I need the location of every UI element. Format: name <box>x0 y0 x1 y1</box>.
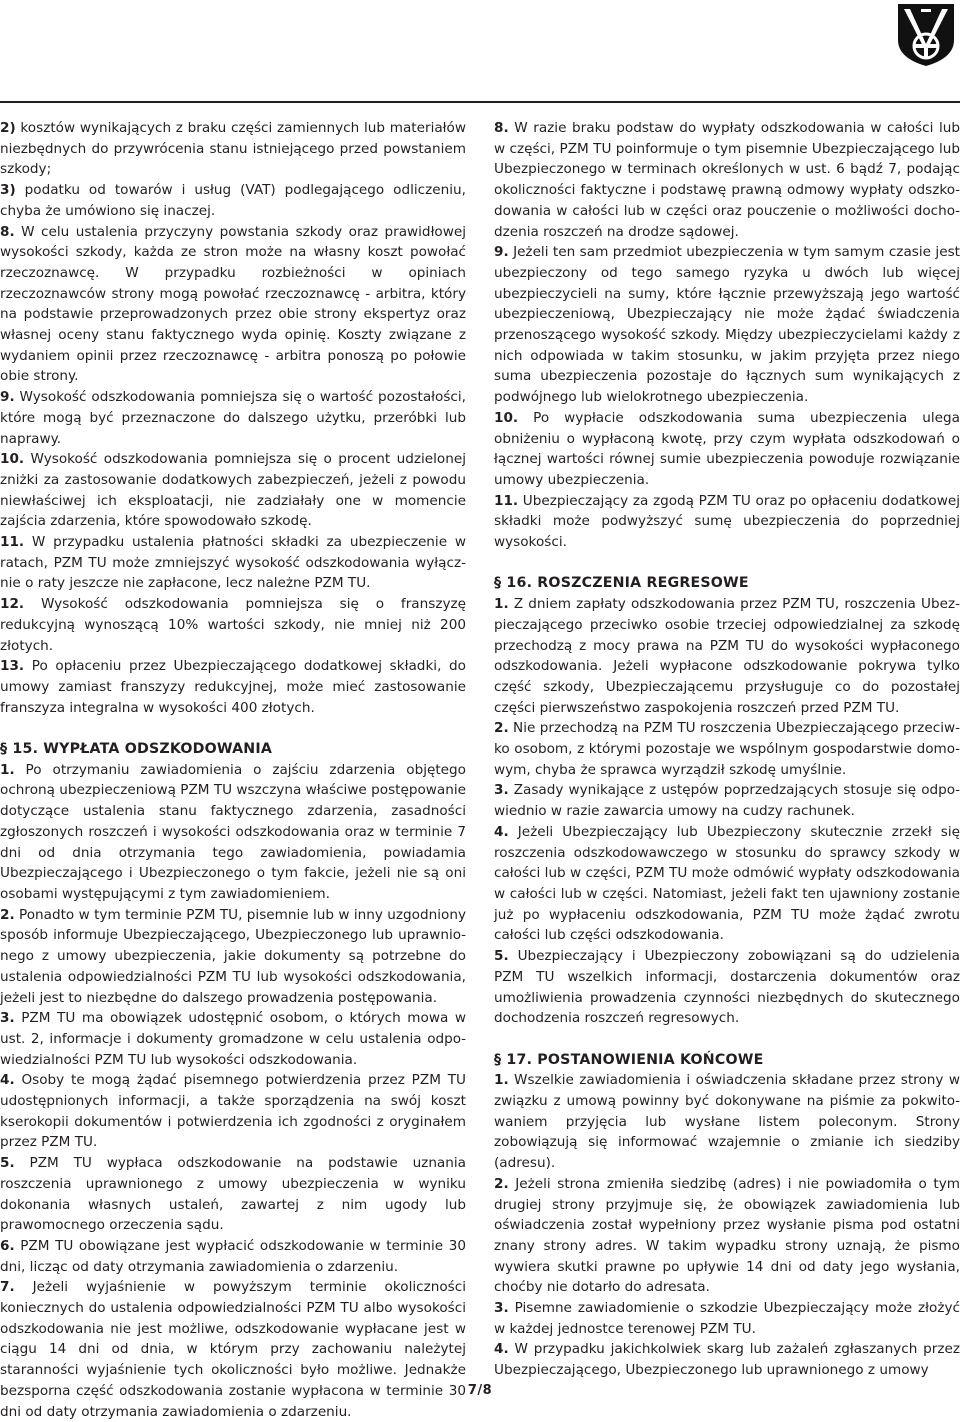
paragraph <box>0 222 466 388</box>
paragraph <box>0 1277 466 1422</box>
paragraph <box>494 118 960 242</box>
paragraph-text: Ubezpieczający i Ubezpieczony zobowiązani są do udzielenia PZM TU wszelkich informacji, dostarczenia dokumentów oraz umożliwienia prowadzenia czynności niezbędnych do skutecznego dochodzenia roszczeń regresowych. <box>494 948 960 1027</box>
left-column <box>0 118 466 1422</box>
paragraph <box>0 180 466 221</box>
paragraph-text: W przypadku ustalenia płatności składki za ubezpieczenie w ratach, PZM TU może zmniejszyć wysokość odszkodowania wyłącznie o raty jeszcze nie zapłacone, lecz należne PZM TU. <box>0 534 466 592</box>
paragraph-number: 11. <box>494 492 519 509</box>
paragraph-text: Zasady wynikające z ustępów poprzedzających stosuje się odpowiednio w razie zawarcia umowy na cudzy rachunek. <box>494 782 960 820</box>
paragraph-text: PZM TU ma obowiązek udostępnić osobom, o których mowa w ust. 2, informacje i dokumenty gromadzone w celu ustalenia odpowiedzialności PZM TU lub wysokości odszkodowania. <box>0 1010 466 1068</box>
paragraph-number: 2) <box>0 120 16 136</box>
paragraph <box>0 656 466 718</box>
paragraph-number: 8. <box>0 223 15 240</box>
paragraph <box>0 594 466 656</box>
section-gap <box>494 1029 960 1050</box>
paragraph-number: 5. <box>0 1155 15 1172</box>
paragraph-text: Z dniem zapłaty odszkodowania przez PZM TU, roszczenia Ubezpieczającego przeciwko osobie trzeciej odpowiedzialnej za szkodę przechodzą z mocy prawa na PZM TU do wysokości wypłaconego odszkodowania. Jeżeli wypłacone odszkodowanie pokrywa tylko część szkody, Ubezpieczającemu przysługuje co do pozostałej części pierwszeństwo zaspokojenia roszczeń przed PZM TU. <box>494 596 960 716</box>
paragraph-number: 1. <box>494 1072 509 1089</box>
paragraph-number: 1. <box>0 761 15 778</box>
paragraph-number: 3) <box>0 182 16 199</box>
paragraph <box>494 491 960 553</box>
section-heading: § 16. ROSZCZENIA REGRESOWE <box>494 575 749 592</box>
header-rule <box>0 101 960 103</box>
paragraph-number: 13. <box>0 658 25 675</box>
paragraph-number: 9. <box>0 389 15 406</box>
paragraph <box>0 532 466 594</box>
paragraph-number: 2. <box>494 1175 509 1192</box>
paragraph-number: 6. <box>0 1237 15 1254</box>
paragraph-number: 10. <box>494 409 519 426</box>
paragraph-text: Jeżeli Ubezpieczający lub Ubezpieczony skutecznie zrzekł się roszczenia odszkodowawczego w stosunku do sprawcy szkody w całości lub w części, PZM TU może odmówić wypłaty odszkodowania w całości lub w części. Natomiast, jeżeli fakt ten ujawniony zostanie już po wypłaceniu odszkodowania, PZM TU może żądać zwrotu całości lub części odszkodowania. <box>494 823 960 944</box>
paragraph-text: Po otrzymaniu zawiadomienia o zajściu zdarzenia objętego ochroną ubezpieczeniową PZM TU wszczyna właściwe postępowanie dotyczące ustalenia stanu faktycznego zdarzenia, zasadności zgłoszonych roszczeń i wysokości odszkodowania oraz w terminie 7 dni od dnia otrzymania tego zawiadomienia, powiadamia Ubezpieczającego i Ubezpieczonego o tym fakcie, jeżeli nie są oni osobami występującymi z tym zawiadomieniem. <box>0 761 466 902</box>
paragraph <box>0 387 466 449</box>
paragraph <box>494 822 960 946</box>
paragraph-text: Wszelkie zawiadomienia i oświadczenia składane przez strony w związku z umową powinny być dokonywane na piśmie za pokwitowaniem przyjęcia lub wysłane listem poleconym. Strony zobowiązują się informować wzajemnie o zmianie ich siedziby (adresu). <box>494 1072 960 1172</box>
section-gap <box>494 553 960 574</box>
paragraph-text: Osoby te mogą żądać pisemnego potwierdzenia przez PZM TU udostępnionych informacji, a także sporządzenia na swój koszt kserokopii dokumentów i potwierdzenia ich zgodności z oryginałem przez PZM TU. <box>0 1072 466 1151</box>
paragraph-text: Ubezpieczający za zgodą PZM TU oraz po opłaceniu dodatkowej składki może podwyższyć sumę ubezpieczenia do poprzedniej wysokości. <box>494 492 960 551</box>
paragraph <box>0 118 466 180</box>
paragraph-number: 4. <box>494 1341 509 1358</box>
paragraph-number: 2. <box>0 906 15 923</box>
paragraph-text: Jeżeli strona zmieniła siedzibę (adres) i nie powiadomiła o tym drugiej strony przyjmuje się, że obowiązek zawiadomienia lub oświadczenia został wypełniony przez wysłanie pisma pod ostatni znany strony adres. W takim wypadku strony uznają, że pismo wywiera skutki prawne po upływie 14 dni od daty jego wysłania, choćby nie dotarło do adresata. <box>494 1175 960 1296</box>
paragraph <box>494 1070 960 1174</box>
right-column <box>494 118 960 1381</box>
paragraph-text: kosztów wynikających z braku części zamiennych lub materiałów niezbędnych do przywrócenia stanu istniejącego przed powstaniem szkody; <box>0 120 466 178</box>
paragraph <box>0 1236 466 1277</box>
paragraph-number: 4. <box>494 823 509 840</box>
paragraph-text: podatku od towarów i usług (VAT) podlegającego odliczeniu, chyba że umówiono się inaczej. <box>0 182 466 219</box>
paragraph-number: 11. <box>0 534 25 551</box>
paragraph <box>0 760 466 905</box>
paragraph-text: Wysokość odszkodowania pomniejsza się o franszyzę redukcyjną wynoszącą 10% wartości szkody, nie mniej niż 200 złotych. <box>0 596 466 654</box>
paragraph-text: W celu ustalenia przyczyny powstania szkody oraz prawidłowej wysokości szkody, każda ze stron może na własny koszt powołać rzeczoznawcę. W przypadku rozbieżności w opiniach rzeczoznawców strony mogą powołać rzeczoznawcę - arbitra, który na podstawie przeprowadzonych przez obie strony ekspertyz oraz własnej oceny stanu faktycznego wyda opinię. Koszty związane z wydaniem opinii przez rzeczoznawcę - arbitra ponoszą po połowie obie strony. <box>0 223 467 385</box>
paragraph-number: 7. <box>0 1279 15 1296</box>
paragraph-number: 5. <box>494 948 509 965</box>
paragraph-text: PZM TU wypłaca odszkodowanie na podstawie uznania roszczenia uprawnionego z umowy ubezpieczenia w wyniku dokonania własnych ustaleń, zawartej z nim ugody lub prawomocnego orzeczenia sądu. <box>0 1155 466 1234</box>
paragraph-text: Pisemne zawiadomienie o szkodzie Ubezpieczający może złożyć w każdej jednostce terenowej PZM TU. <box>494 1300 960 1337</box>
paragraph-number: 2. <box>494 720 509 737</box>
paragraph-number: 9. <box>494 244 509 261</box>
paragraph <box>494 718 960 780</box>
paragraph <box>494 408 960 491</box>
section-heading: § 17. POSTANOWIENIA KOŃCOWE <box>494 1051 764 1068</box>
paragraph <box>494 946 960 1029</box>
section-gap <box>0 718 466 739</box>
paragraph-text: W razie braku podstaw do wypłaty odszkodowania w całości lub w części, PZM TU poinformuje o tym pisemnie Ubezpieczającego lub Ubezpieczonego w terminach określonych w ust. 6 bądź 7, podając okoliczności faktyczne i podstawę prawną odmowy wypłaty odszkodowania w całości lub w części oraz pouczenie o możliwości dochodzenia roszczeń na drodze sądowej. <box>494 120 960 240</box>
paragraph-text: W przypadku jakichkolwiek skarg lub zażaleń zgłaszanych przez Ubezpieczającego, Ubezpieczonego lub uprawnionego z umowy <box>494 1341 960 1379</box>
paragraph <box>0 1008 466 1070</box>
page-number: 7/8 <box>467 1383 493 1398</box>
paragraph <box>494 1174 960 1298</box>
paragraph-text: Po opłaceniu przez Ubezpieczającego dodatkowej składki, do umowy zamiast franszyzy redukcyjnej, może mieć zastosowanie franszyza integralna w wysokości 400 złotych. <box>0 658 466 716</box>
paragraph-number: 3. <box>494 782 509 799</box>
paragraph-text: Wysokość odszkodowania pomniejsza się o wartość pozostałości, które mogą być przeznaczone do dalszego użytku, przeróbki lub naprawy. <box>0 389 466 447</box>
paragraph <box>494 242 960 408</box>
paragraph <box>0 1070 466 1153</box>
section-heading: § 15. WYPŁATA ODSZKODOWANIA <box>0 741 273 758</box>
paragraph-number: 3. <box>0 1010 15 1027</box>
paragraph <box>0 905 466 1009</box>
paragraph-number: 3. <box>494 1300 509 1317</box>
paragraph-number: 4. <box>0 1072 15 1089</box>
paragraph-text: Jeżeli wyjaśnienie w powyższym terminie okoliczności koniecznych do ustalenia odpowiedzialności PZM TU albo wysokości odszkodowania nie jest możliwe, odszkodowanie wypłacane jest w ciągu 14 dni od dnia, w którym przy zachowaniu należytej staranności wyjaśnienie tych okoliczności było możliwe. Jednakże bezsporna część odszkodowania zostanie wypłacona w terminie 30 dni od daty otrzymania zawiadomienia o zdarzeniu. <box>0 1279 466 1420</box>
paragraph-number: 8. <box>494 120 509 136</box>
paragraph-text: Nie przechodzą na PZM TU roszczenia Ubezpieczającego przeciwko osobom, z którymi pozostaje we wspólnym gospodarstwie domowym, chyba że sprawca wyrządził szkodę umyślnie. <box>494 720 960 778</box>
paragraph-text: Wysokość odszkodowania pomniejsza się o procent udzielonej zniżki za zastosowanie dodatkowych zabezpieczeń, jeżeli z powodu niewłaściwej ich eksploatacji, nie zadziałały one w momencie zajścia zdarzenia, które spowodowało szkodę. <box>0 451 466 530</box>
paragraph-text: Jeżeli ten sam przedmiot ubezpieczenia w tym samym czasie jest ubezpieczony od tego samego ryzyka u dwóch lub więcej ubezpieczycieli na sumy, które łącznie przewyższają jego wartość ubezpieczeniową, Ubezpieczający nie może żądać świadczenia przenoszącego wysokość szkody. Między ubezpieczycielami każdy z nich odpowiada w takim stosunku, w jakim przyjęta przez niego suma ubezpieczenia pozostaje do łącznych sum wynikających z podwójnego lub wielokrotnego ubezpieczenia. <box>494 244 960 406</box>
paragraph <box>0 1153 466 1236</box>
paragraph <box>494 1339 960 1380</box>
paragraph <box>494 594 960 718</box>
paragraph-text: Po wypłacie odszkodowania suma ubezpieczenia ulega obniżeniu o wypłaconą kwotę, przy czym wypłata odszkodowań o łącznej wartości równej sumie ubezpieczenia powoduje rozwiązanie umowy ubezpieczenia. <box>494 409 960 488</box>
paragraph-text: Ponadto w tym terminie PZM TU, pisemnie lub w inny uzgodniony sposób informuje Ubezpieczającego, Ubezpieczonego lub uprawnionego z umowy ubezpieczenia, jakie dokumenty są potrzebne do ustalenia odpowiedzialności PZM TU lub wysokości odszkodowania, jeżeli jest to niezbędne do dalszego prowadzenia postępowania. <box>0 906 467 1006</box>
paragraph-number: 1. <box>494 596 509 613</box>
paragraph <box>0 449 466 532</box>
paragraph <box>494 1298 960 1339</box>
pzm-tu-emblem-icon <box>895 2 957 68</box>
paragraph-number: 10. <box>0 451 25 468</box>
paragraph-text: PZM TU obowiązane jest wypłacić odszkodowanie w terminie 30 dni, licząc od daty otrzymania zawiadomienia o zdarzeniu. <box>0 1237 466 1275</box>
paragraph-number: 12. <box>0 596 25 613</box>
paragraph <box>494 780 960 821</box>
